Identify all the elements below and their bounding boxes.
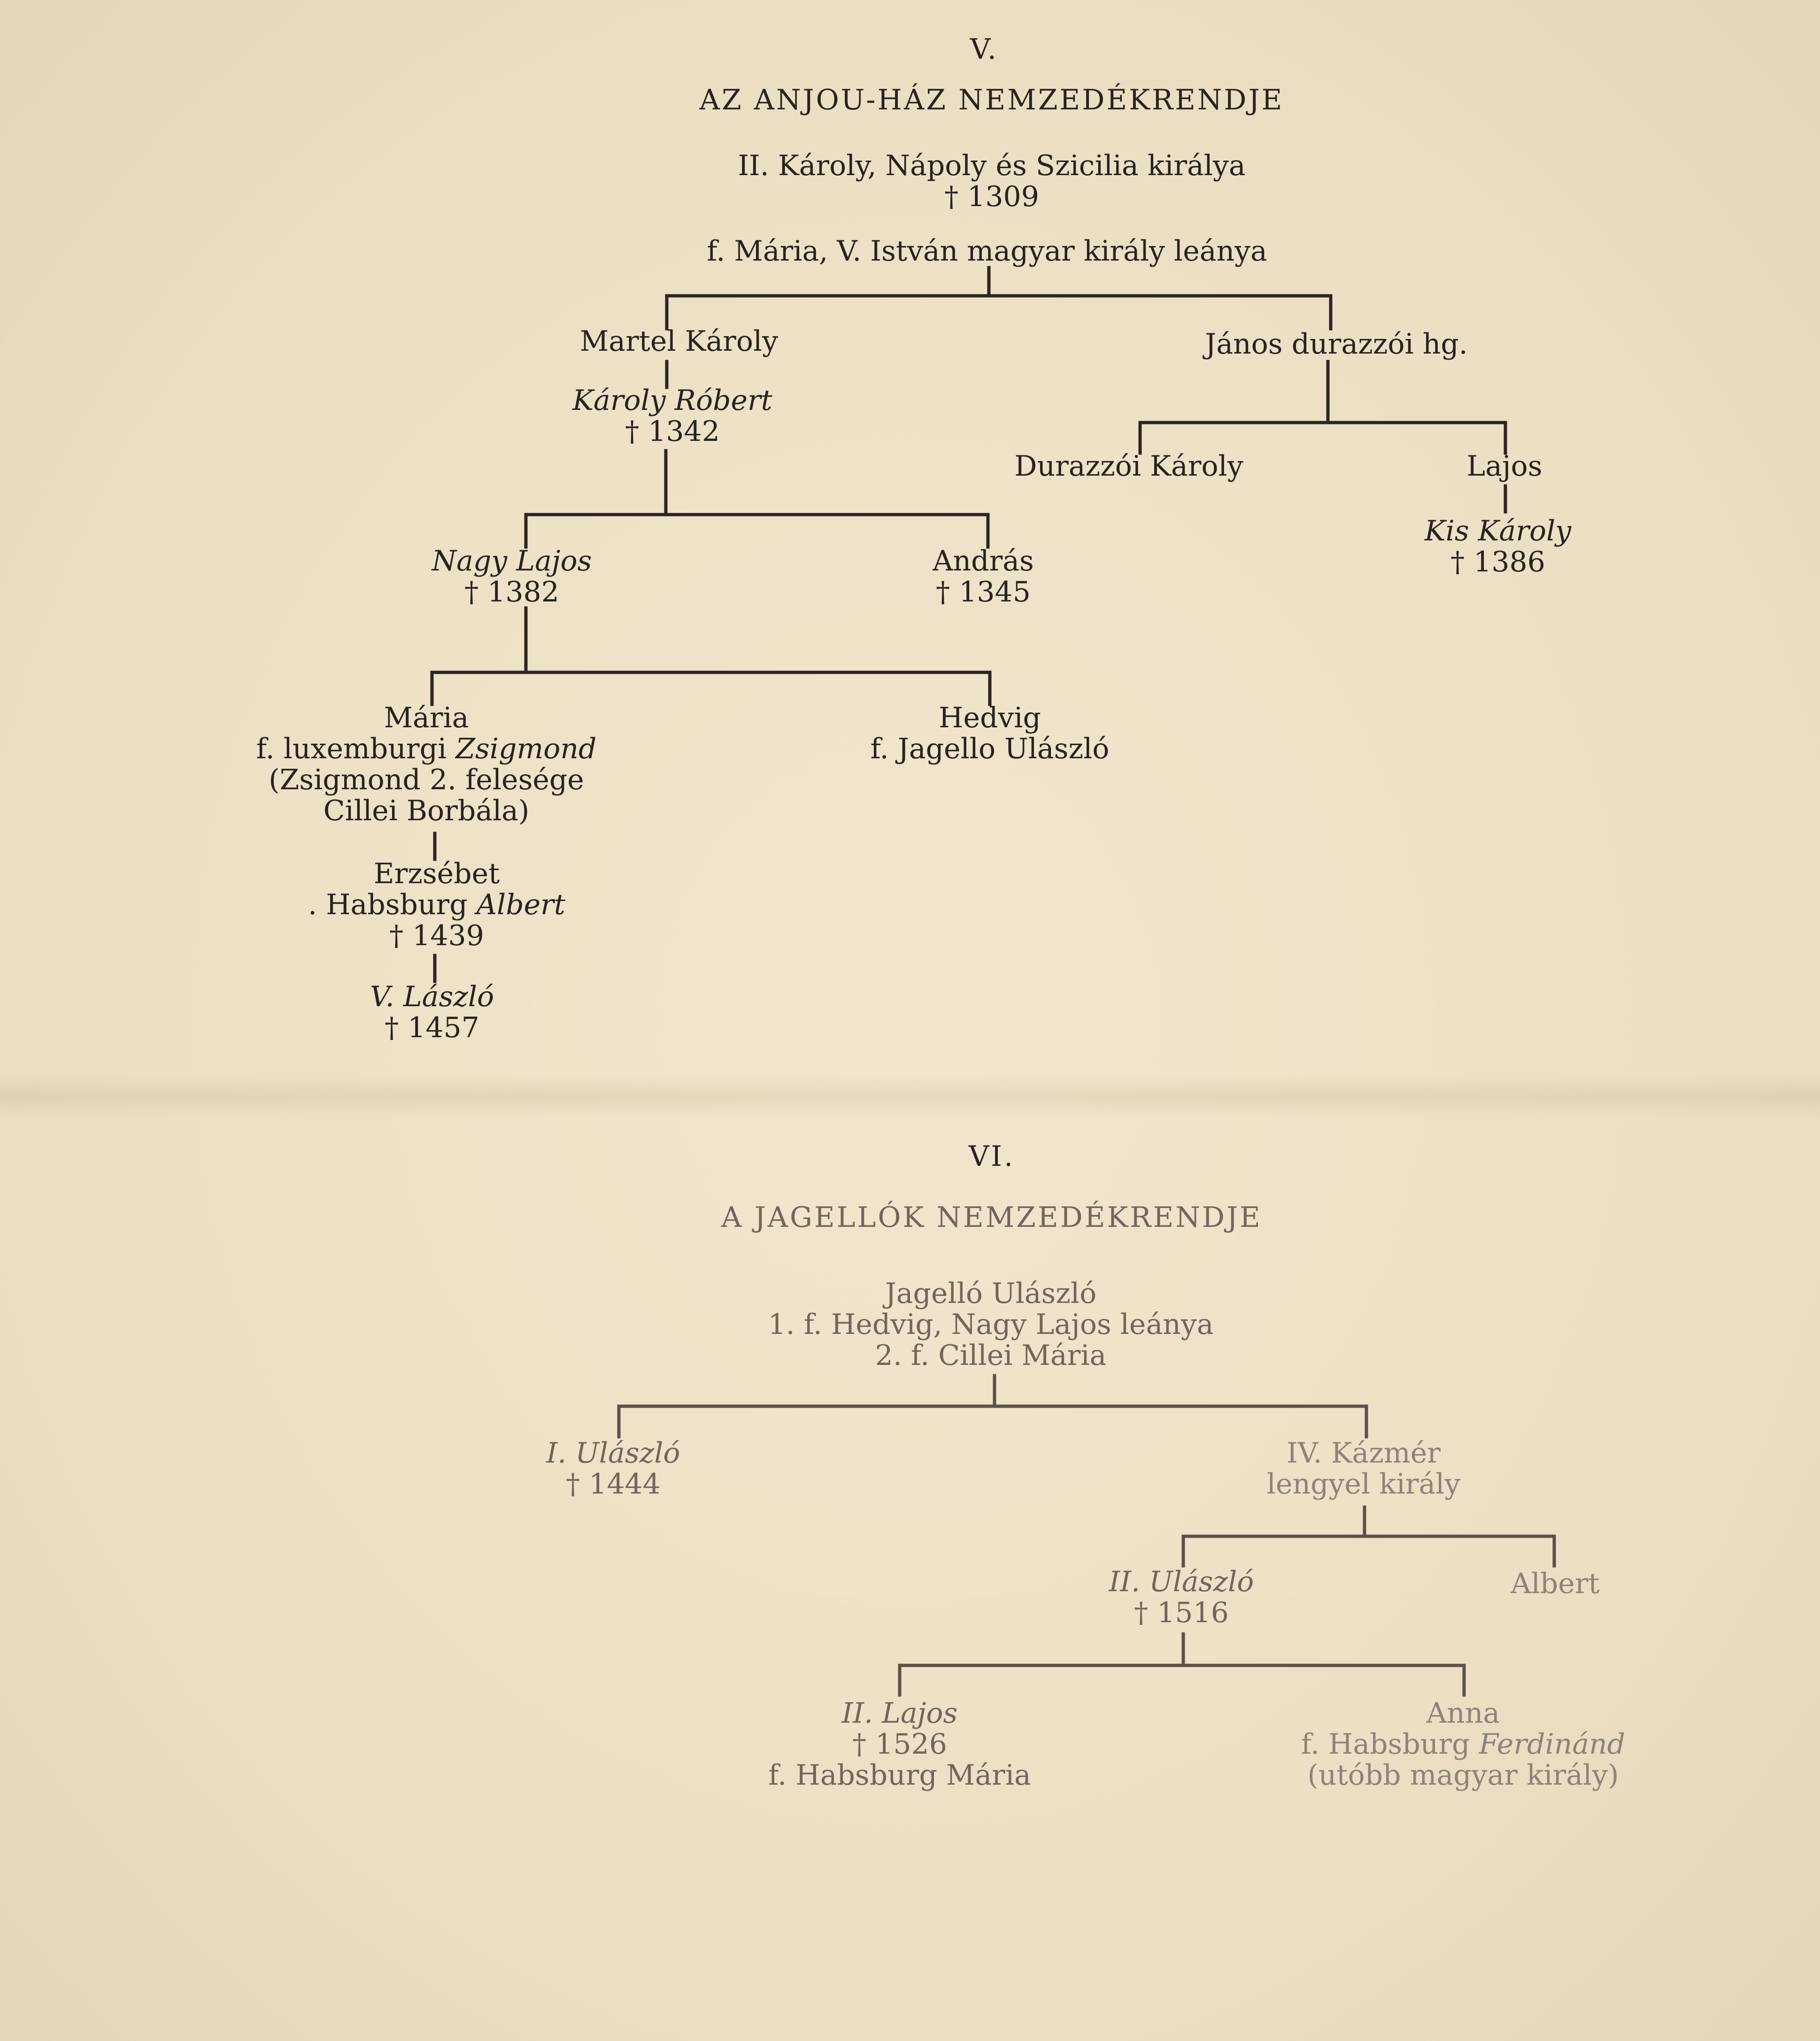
- i-ulaszlo-death: † 1444: [566, 1468, 661, 1501]
- node-anna: [1301, 1698, 1625, 1791]
- node-albert: Albert: [1511, 1567, 1600, 1600]
- node-i-ulaszlo: [546, 1438, 680, 1500]
- anna-name: Anna: [1426, 1697, 1500, 1730]
- node-nagy-lajos: [432, 546, 592, 608]
- andras-death: † 1345: [936, 576, 1031, 608]
- anna-spouse-prefix: f. Habsburg: [1301, 1728, 1470, 1761]
- section-v-title: AZ ANJOU-HÁZ NEMZEDÉKRENDJE: [699, 84, 1284, 116]
- andras-name: András: [933, 545, 1034, 578]
- section-vi-number: VI.: [968, 1140, 1015, 1173]
- karoly-robert-death: † 1342: [625, 415, 720, 448]
- node-ii-lajos: [768, 1698, 1031, 1791]
- section-v-number: V.: [970, 33, 998, 66]
- node-iv-kazmer: [1267, 1438, 1461, 1500]
- nagy-lajos-death: † 1382: [464, 576, 559, 608]
- anna-spouse-name: Ferdinánd: [1479, 1728, 1626, 1761]
- hedvig-name: Hedvig: [939, 701, 1041, 734]
- erzsebet-death: † 1439: [389, 919, 484, 952]
- maria-note-1: (Zsigmond 2. felesége: [269, 763, 584, 796]
- erzsebet-spouse-name: Albert: [476, 888, 565, 921]
- node-maria: [256, 702, 597, 826]
- v-laszlo-death: † 1457: [385, 1011, 479, 1044]
- node-durazzoi-karoly: Durazzói Károly: [1014, 450, 1243, 483]
- ii-karoly-name: II. Károly, Nápoly és Szicilia királya: [738, 149, 1246, 182]
- erzsebet-spouse-prefix: . Habsburg: [308, 888, 468, 921]
- jagello-wife-1: 1. f. Hedvig, Nagy Lajos leánya: [768, 1308, 1214, 1341]
- maria-spouse-name: Zsigmond: [455, 732, 597, 765]
- v-laszlo-name: V. László: [370, 980, 494, 1013]
- maria-spouse: [256, 733, 597, 764]
- ii-karoly-death: † 1309: [944, 180, 1039, 213]
- node-v-laszlo: [370, 981, 494, 1043]
- anna-note: (utóbb magyar király): [1307, 1759, 1619, 1792]
- node-andras: [933, 546, 1034, 608]
- node-ii-karoly: [738, 150, 1245, 212]
- nagy-lajos-name: Nagy Lajos: [432, 545, 592, 578]
- node-hedvig: [871, 702, 1110, 764]
- ii-lajos-death: † 1526: [852, 1728, 947, 1761]
- jagello-ulaszlo-name: Jagelló Ulászló: [885, 1277, 1097, 1310]
- maria-spouse-prefix: f. luxemburgi: [256, 732, 447, 765]
- iv-kazmer-name: IV. Kázmér: [1287, 1437, 1441, 1470]
- kis-karoly-name: Kis Károly: [1424, 515, 1572, 547]
- ii-lajos-spouse: f. Habsburg Mária: [768, 1759, 1031, 1792]
- node-ii-ulaszlo: [1109, 1566, 1254, 1628]
- maria-note-2: Cillei Borbála): [323, 794, 530, 827]
- karoly-robert-name: Károly Róbert: [572, 384, 772, 417]
- node-lajos: Lajos: [1466, 450, 1542, 483]
- i-ulaszlo-name: I. Ulászló: [546, 1437, 680, 1470]
- node-jagello-ulaszlo: [768, 1278, 1213, 1371]
- hedvig-spouse: f. Jagello Ulászló: [870, 732, 1110, 765]
- node-erzsebet: [308, 858, 565, 951]
- maria-name: Mária: [384, 701, 469, 734]
- ii-karoly-spouse: f. Mária, V. István magyar király leánya: [707, 235, 1267, 268]
- ii-lajos-name: II. Lajos: [841, 1697, 958, 1730]
- ii-ulaszlo-name: II. Ulászló: [1109, 1565, 1254, 1598]
- node-martel-karoly: Martel Károly: [579, 325, 779, 358]
- erzsebet-spouse: [308, 889, 565, 920]
- node-karoly-robert: [572, 385, 772, 447]
- jagello-wife-2: 2. f. Cillei Mária: [875, 1339, 1107, 1372]
- anna-spouse: [1301, 1729, 1625, 1760]
- erzsebet-name: Erzsébet: [373, 857, 500, 890]
- section-vi-title: A JAGELLÓK NEMZEDÉKRENDJE: [721, 1201, 1262, 1234]
- node-kis-karoly: [1425, 516, 1571, 578]
- ii-ulaszlo-death: † 1516: [1134, 1596, 1229, 1629]
- iv-kazmer-title: lengyel király: [1266, 1468, 1461, 1501]
- node-janos-durazzoi: János durazzói hg.: [1205, 328, 1468, 361]
- kis-karoly-death: † 1386: [1450, 546, 1545, 578]
